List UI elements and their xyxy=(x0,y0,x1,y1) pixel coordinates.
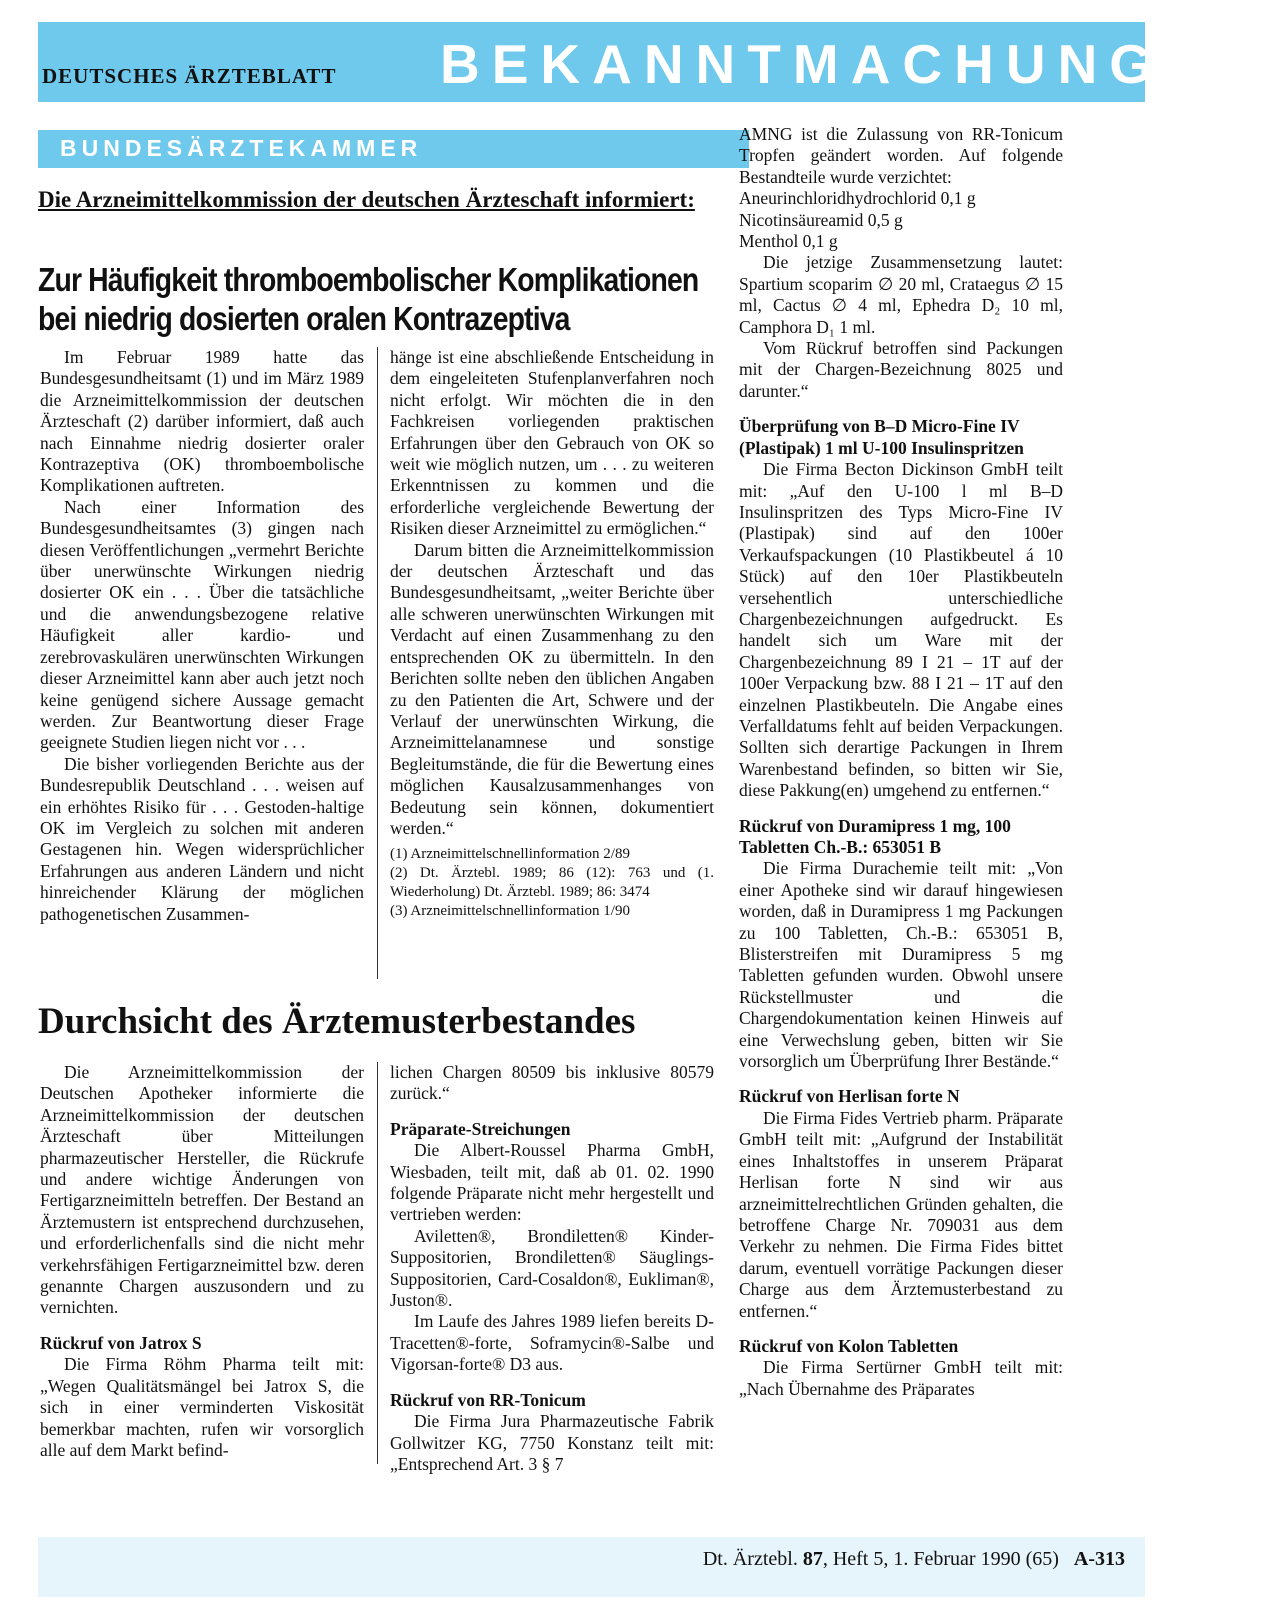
citation-rest: , Heft 5, 1. Februar 1990 (65) xyxy=(822,1548,1059,1570)
subheading: Rückruf von Kolon Tabletten xyxy=(739,1335,959,1356)
ingredient: Menthol 0,1 g xyxy=(739,231,838,252)
paragraph: Im Laufe des Jahres 1989 liefen bereits D-Tracetten®-forte, Soframycin®-Salbe und Vigorsan-forte® D3 aus. xyxy=(390,1311,714,1375)
subheading: Rückruf von Jatrox S xyxy=(40,1332,202,1353)
subheading: Rückruf von Duramipress 1 mg, 100 Tabletten Ch.-B.: 653051 B xyxy=(739,815,1011,857)
page-number: A-313 xyxy=(1073,1548,1125,1570)
paragraph: Im Februar 1989 hatte das Bundesgesundheitsamt (1) und im März 1989 die Arzneimittelkommission der deutschen Ärzteschaft (2) darüber informiert, daß auch nach Einnahme niedrig dosierter oraler Kontrazeptiva (OK) thromboembolische Komplikationen auftreten. xyxy=(40,347,364,496)
journal-header xyxy=(38,22,1264,102)
header-title: BEKANNTMACHUNGEN xyxy=(440,33,1264,95)
headline-line-1: Zur Häufigkeit thromboembolischer Komplikationen xyxy=(38,261,699,298)
paragraph: Die Firma Fides Vertrieb pharm. Präparate GmbH teilt mit: „Aufgrund der Instabilität eines Inhaltstoffes in unserem Präparat Herlisan forte N sind wir aus arzneimittelrechtlichen Gründen gehalten, die betroffene Charge Nr. 709031 aus dem Verkehr zu nehmen. Die Firma Fides bittet darum, eventuell vorrätige Packungen dieser Charge aus dem Ärztemusterbestand zu entfernen.“ xyxy=(739,1107,1063,1321)
paragraph: Die bisher vorliegenden Berichte aus der Bundesrepublik Deutschland . . . weisen auf ein erhöhtes Risiko für . . . Gestoden-haltige OK im Vergleich zu solchen mit anderen Gestagenen hin. Wegen widersprüchlicher Erfahrungen aus anderen Ländern und nicht hinreichender Klärung der möglichen pathogenetischen Zusammen- xyxy=(40,753,364,924)
column-divider xyxy=(377,347,378,979)
reference: (1) Arzneimittelschnellinformation 2/89 xyxy=(390,846,630,863)
section-bar xyxy=(38,130,749,168)
journal-name: DEUTSCHES ÄRZTEBLATT xyxy=(42,64,337,88)
article2-col1 xyxy=(40,1062,364,1461)
subheading: Rückruf von RR-Tonicum xyxy=(390,1389,586,1410)
article2-col2 xyxy=(390,1062,714,1475)
citation xyxy=(703,1548,1125,1571)
headline-line-2: bei niedrig dosierten oralen Kontrazeptiva xyxy=(38,300,570,337)
paragraph: Die Firma Durachemie teilt mit: „Von einer Apotheke sind wir darauf hingewiesen worden, daß in Duramipress 1 mg Packungen zu 100 Tabletten, Ch.-B.: 653051 B, Blisterstreifen mit Duramipress 5 mg Tabletten gefunden wurden. Obwohl unsere Rückstellmuster und die Chargendokumentation keinen Hinweis auf eine Verwechslung geben, bitten wir Sie vorsorglich um Überprüfung Ihrer Bestände.“ xyxy=(739,858,1063,1072)
right-column xyxy=(739,124,1063,1400)
paragraph: Die Firma Röhm Pharma teilt mit: „Wegen Qualitätsmängel bei Jatrox S, die sich in einer verminderten Viskosität bemerkbar machten, rufen wir vorsorglich alle auf dem Markt befind- xyxy=(40,1354,364,1460)
subheading: Präparate-Streichungen xyxy=(390,1118,571,1139)
paragraph: AMNG ist die Zulassung von RR-Tonicum Tropfen geändert worden. Auf folgende Bestandteile wurde verzichtet: xyxy=(739,124,1063,187)
intro-line xyxy=(38,187,748,212)
section-label: BUNDESÄRZTEKAMMER xyxy=(60,135,423,161)
footer xyxy=(38,1537,1145,1597)
paragraph: Die Albert-Roussel Pharma GmbH, Wiesbaden, teilt mit, daß ab 01. 02. 1990 folgende Präparate nicht mehr hergestellt und vertrieben werden: xyxy=(390,1140,714,1225)
paragraph: Darum bitten die Arzneimittelkommission der deutschen Ärzteschaft und das Bundesgesundheitsamt, „weiter Berichte über alle schweren unerwünschten Wirkungen mit Verdacht auf einen Zusammenhang zu den entsprechenden OK zu übermitteln. In den Berichten sollte neben den üblichen Angaben zu den Patienten die Art, Schwere und der Verlauf der unerwünschten Wirkung, die Arzneimittelanamnese und sonstige Begleitumstände, die für die Bewertung eines möglichen Kausalzusammenhanges von Bedeutung sein können, dokumentiert werden.“ xyxy=(390,539,714,838)
reference: (2) Dt. Ärztebl. 1989; 86 (12): 763 und (1. Wiederholung) Dt. Ärztebl. 1989; 86: 3474 xyxy=(390,865,714,901)
paragraph: Nach einer Information des Bundesgesundheitsamtes (3) gingen nach diesen Veröffentlichungen „vermehrt Berichte über unerwünschte Wirkungen niedrig dosierter OK ein . . . Über die tatsächliche und die anwendungsbezogene relative Häufigkeit aller kardio- und zerebrovaskulären unerwünschten Wirkungen dieser Arzneimittel kann aber auch jetzt noch keine genügend sichere Aussage gemacht werden. Zur Beantwortung dieser Frage geeignete Studien liegen nicht vor . . . xyxy=(40,496,364,753)
subheading: Überprüfung von B–D Micro-Fine IV (Plastipak) 1 ml U-100 Insulinspritzen xyxy=(739,416,1024,458)
article1-col1 xyxy=(40,347,364,925)
article2-title: Durchsicht des Ärztemusterbestandes xyxy=(38,1001,636,1042)
article1-col2 xyxy=(390,347,714,921)
citation-prefix: Dt. Ärztebl. xyxy=(702,1548,803,1570)
column-divider xyxy=(377,1062,378,1464)
paragraph: Die Arzneimittelkommission der Deutschen Apotheker informierte die Arzneimittelkommission der deutschen Ärzteschaft über Mitteilungen pharmazeutischer Hersteller, die Rückrufe und andere wichtige Änderungen von Fertigarzneimitteln betreffen. Der Bestand an Ärztemustern ist entsprechend durchzusehen, und erforderlichenfalls sind die nicht mehr verkehrsfähigen Fertigarzneimittel bzw. deren genannte Chargen auszusondern und zu vernichten. xyxy=(40,1062,364,1318)
reference: (3) Arzneimittelschnellinformation 1/90 xyxy=(390,903,630,920)
paragraph: hänge ist eine abschließende Entscheidung in dem eingeleiteten Stufenplanverfahren noch nicht erfolgt. Wir möchten die in den Fachkreisen vorliegenden praktischen Erfahrungen über den Gebrauch von OK so weit wie möglich nutzen, um . . . zu weiteren Erkenntnissen zu kommen und die erforderliche vergleichende Bewertung der Risiken dieser Arzneimittel zu ermöglichen.“ xyxy=(390,347,714,539)
ingredient: Aneurinchloridhydrochlorid 0,1 g xyxy=(739,188,976,209)
paragraph: Aviletten®, Brondiletten® Kinder-Suppositorien, Brondiletten® Säuglings-Suppositorien, Card-Cosaldon®, Eukliman®, Juston®. xyxy=(390,1225,714,1311)
headline xyxy=(38,260,699,338)
paragraph: Die jetzige Zusammensetzung lautet: Spartium scoparim ∅ 20 ml, Crataegus ∅ 15 ml, Cactus ∅ 4 ml, Ephedra D₂ 10 ml, Camphora D₁ 1 ml. xyxy=(739,252,1063,337)
paragraph: Die Firma Becton Dickinson GmbH teilt mit: „Auf den U-100 l ml B–D Insulinspritzen des Typs Micro-Fine IV (Plastipak) sind auf den 100er Verkaufspackungen (10 Plastikbeutel á 10 Stück) auf den 10er Plastikbeuteln versehentlich unterschiedliche Chargenbezeichnungen aufgedruckt. Es handelt sich um Ware mit der Chargenbezeichnung 89 I 21 – 1T auf der 100er Verpackung bzw. 88 I 21 – 1T auf den einzelnen Plastikbeuteln. Die Angabe eines Verfalldatums fehlt auf beiden Verpackungen. Sollten sich derartige Packungen in Ihrem Warenbestand befinden, so bitten wir Sie, diese Pakkung(en) umgehend zu entfernen.“ xyxy=(739,459,1063,801)
citation-volume: 87 xyxy=(802,1548,823,1570)
paragraph: Die Firma Sertürner GmbH teilt mit: „Nach Übernahme des Präparates xyxy=(739,1357,1063,1399)
paragraph: Vom Rückruf betroffen sind Packungen mit der Chargen-Bezeichnung 8025 und darunter.“ xyxy=(739,338,1063,401)
references xyxy=(390,845,714,921)
ingredient: Nicotinsäureamid 0,5 g xyxy=(739,209,903,230)
intro-text: Die Arzneimittelkommission der deutschen Ärzteschaft informiert: xyxy=(38,187,695,212)
subheading: Rückruf von Herlisan forte N xyxy=(739,1086,960,1107)
paragraph: Die Firma Jura Pharmazeutische Fabrik Gollwitzer KG, 7750 Konstanz teilt mit: „Entsprechend Art. 3 § 7 xyxy=(390,1411,714,1474)
paragraph: lichen Chargen 80509 bis inklusive 80579 zurück.“ xyxy=(390,1062,714,1104)
